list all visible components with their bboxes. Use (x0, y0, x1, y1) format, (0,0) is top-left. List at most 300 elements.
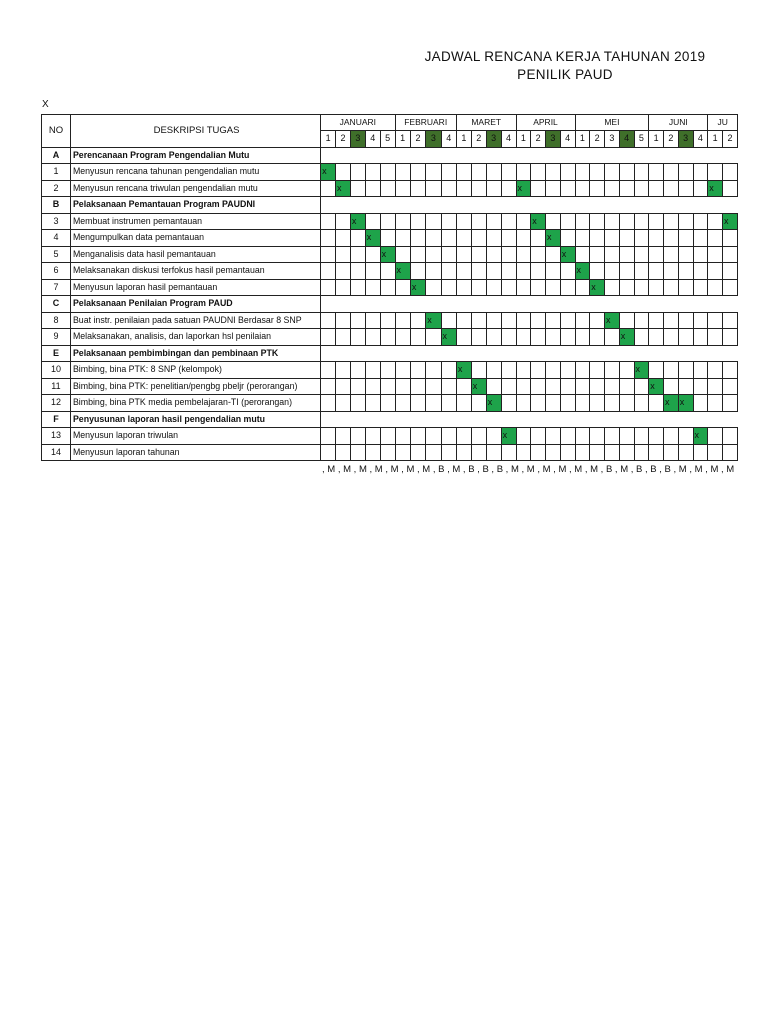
schedule-cell (546, 312, 561, 329)
corner-mark: X (42, 99, 49, 110)
schedule-cell (456, 263, 471, 280)
schedule-cell (619, 164, 634, 181)
schedule-cell (649, 329, 664, 346)
schedule-cell (471, 230, 486, 247)
schedule-cell (426, 395, 441, 412)
schedule-cell (619, 378, 634, 395)
schedule-cell (723, 428, 738, 445)
schedule-cell (365, 378, 380, 395)
row-description: Pelaksanaan Pemantauan Program PAUDNI (70, 197, 320, 214)
schedule-cell (693, 263, 708, 280)
week-number: 3 (350, 131, 365, 148)
schedule-cell (516, 263, 531, 280)
schedule-cell (441, 164, 456, 181)
schedule-cell (678, 230, 693, 247)
week-number: 2 (723, 131, 738, 148)
schedule-cell (501, 395, 516, 412)
row-description: Pelaksanaan Penilaian Program PAUD (70, 296, 320, 313)
section-row (42, 296, 738, 313)
week-number: 2 (336, 131, 351, 148)
schedule-mark: x (634, 362, 649, 379)
schedule-cell (350, 312, 365, 329)
row-description: Bimbing, bina PTK: 8 SNP (kelompok) (70, 362, 320, 379)
week-number: 1 (649, 131, 664, 148)
schedule-cell (456, 246, 471, 263)
schedule-cell (426, 263, 441, 280)
schedule-cell (395, 378, 410, 395)
schedule-cell (678, 180, 693, 197)
week-number: 1 (395, 131, 410, 148)
section-blank (321, 345, 738, 362)
task-row (42, 378, 738, 395)
schedule-cell (605, 428, 620, 445)
schedule-cell (395, 230, 410, 247)
schedule-cell (708, 444, 723, 461)
schedule-cell (350, 180, 365, 197)
week-number: 1 (321, 131, 336, 148)
schedule-cell (365, 180, 380, 197)
schedule-cell (560, 395, 575, 412)
schedule-cell (531, 312, 546, 329)
schedule-cell (560, 428, 575, 445)
week-number: 4 (365, 131, 380, 148)
schedule-cell (619, 246, 634, 263)
row-number: A (42, 147, 71, 164)
schedule-cell (410, 444, 425, 461)
schedule-cell (531, 329, 546, 346)
week-number: 1 (708, 131, 723, 148)
schedule-mark: x (560, 246, 575, 263)
schedule-cell (634, 164, 649, 181)
schedule-cell (664, 230, 679, 247)
schedule-cell (605, 180, 620, 197)
schedule-mark: x (501, 428, 516, 445)
schedule-cell (531, 444, 546, 461)
schedule-cell (693, 395, 708, 412)
task-row (42, 428, 738, 445)
schedule-cell (575, 246, 590, 263)
task-row (42, 362, 738, 379)
row-number: 2 (42, 180, 71, 197)
schedule-cell (336, 362, 351, 379)
schedule-mark: x (693, 428, 708, 445)
schedule-cell (560, 164, 575, 181)
schedule-cell (380, 213, 395, 230)
schedule-cell (634, 230, 649, 247)
schedule-cell (546, 263, 561, 280)
schedule-cell (590, 230, 605, 247)
schedule-cell (516, 329, 531, 346)
section-row (42, 147, 738, 164)
schedule-cell (426, 230, 441, 247)
schedule-cell (560, 362, 575, 379)
schedule-cell (531, 378, 546, 395)
schedule-cell (441, 362, 456, 379)
schedule-mark: x (664, 395, 679, 412)
schedule-cell (516, 312, 531, 329)
schedule-cell (546, 329, 561, 346)
schedule-cell (410, 180, 425, 197)
schedule-cell (456, 428, 471, 445)
schedule-cell (456, 378, 471, 395)
row-number: E (42, 345, 71, 362)
schedule-cell (365, 444, 380, 461)
schedule-cell (380, 395, 395, 412)
row-description: Buat instr. penilaian pada satuan PAUDNI Berdasar 8 SNP (70, 312, 320, 329)
schedule-cell (426, 279, 441, 296)
schedule-cell (723, 362, 738, 379)
schedule-cell (634, 428, 649, 445)
schedule-cell (456, 213, 471, 230)
schedule-cell (516, 444, 531, 461)
section-blank (321, 411, 738, 428)
schedule-cell (321, 312, 336, 329)
task-row (42, 395, 738, 412)
schedule-cell (471, 428, 486, 445)
schedule-cell (575, 378, 590, 395)
schedule-cell (531, 263, 546, 280)
schedule-cell (321, 428, 336, 445)
schedule-cell (395, 164, 410, 181)
schedule-cell (350, 230, 365, 247)
schedule-cell (410, 164, 425, 181)
week-number: 5 (380, 131, 395, 148)
schedule-cell (365, 213, 380, 230)
week-number: 2 (410, 131, 425, 148)
schedule-cell (501, 213, 516, 230)
schedule-cell (350, 329, 365, 346)
schedule-cell (321, 180, 336, 197)
schedule-cell (560, 263, 575, 280)
schedule-mark: x (410, 279, 425, 296)
schedule-cell (708, 279, 723, 296)
schedule-cell (590, 378, 605, 395)
schedule-cell (634, 213, 649, 230)
schedule-cell (649, 213, 664, 230)
schedule-cell (441, 230, 456, 247)
schedule-cell (664, 279, 679, 296)
schedule-cell (649, 362, 664, 379)
schedule-cell (426, 246, 441, 263)
schedule-cell (365, 164, 380, 181)
schedule-mark: x (590, 279, 605, 296)
schedule-cell (678, 362, 693, 379)
schedule-mark: x (471, 378, 486, 395)
schedule-cell (365, 329, 380, 346)
schedule-cell (486, 180, 501, 197)
schedule-cell (619, 312, 634, 329)
schedule-cell (336, 263, 351, 280)
schedule-cell (395, 444, 410, 461)
schedule-cell (426, 362, 441, 379)
schedule-cell (693, 246, 708, 263)
schedule-cell (678, 279, 693, 296)
schedule-cell (395, 329, 410, 346)
schedule-cell (634, 263, 649, 280)
header-no: NO (42, 115, 71, 148)
schedule-cell (723, 180, 738, 197)
week-number: 4 (441, 131, 456, 148)
schedule-cell (634, 279, 649, 296)
schedule-cell (678, 428, 693, 445)
schedule-cell (456, 444, 471, 461)
header-months-row (42, 115, 738, 131)
schedule-cell (664, 213, 679, 230)
schedule-cell (723, 378, 738, 395)
page-subtitle: PENILIK PAUD (517, 67, 613, 82)
schedule-cell (426, 180, 441, 197)
schedule-cell (380, 329, 395, 346)
schedule-cell (546, 362, 561, 379)
schedule-cell (546, 428, 561, 445)
schedule-cell (410, 329, 425, 346)
schedule-cell (575, 444, 590, 461)
schedule-cell (486, 312, 501, 329)
schedule-cell (471, 213, 486, 230)
schedule-cell (605, 279, 620, 296)
schedule-cell (619, 362, 634, 379)
schedule-cell (605, 164, 620, 181)
schedule-cell (486, 263, 501, 280)
row-description: Membuat instrumen pemantauan (70, 213, 320, 230)
schedule-cell (531, 164, 546, 181)
schedule-cell (693, 312, 708, 329)
schedule-cell (321, 362, 336, 379)
schedule-cell (456, 230, 471, 247)
schedule-cell (516, 246, 531, 263)
week-number: 3 (486, 131, 501, 148)
schedule-cell (723, 230, 738, 247)
row-number: 4 (42, 230, 71, 247)
schedule-cell (693, 362, 708, 379)
row-description: Pelaksanaan pembimbingan dan pembinaan PTK (70, 345, 320, 362)
schedule-cell (678, 164, 693, 181)
schedule-cell (531, 230, 546, 247)
row-description: Menyusun laporan tahunan (70, 444, 320, 461)
schedule-cell (501, 180, 516, 197)
schedule-cell (380, 362, 395, 379)
schedule-mark: x (336, 180, 351, 197)
schedule-cell (605, 230, 620, 247)
schedule-cell (590, 213, 605, 230)
row-description: Menyusun rencana triwulan pengendalian mutu (70, 180, 320, 197)
schedule-cell (575, 213, 590, 230)
schedule-cell (590, 395, 605, 412)
schedule-cell (708, 378, 723, 395)
week-number: 2 (531, 131, 546, 148)
month-header: JUNI (649, 115, 708, 131)
schedule-cell (649, 279, 664, 296)
schedule-cell (723, 329, 738, 346)
schedule-cell (708, 213, 723, 230)
schedule-cell (456, 180, 471, 197)
schedule-cell (664, 263, 679, 280)
task-row (42, 263, 738, 280)
schedule-cell (649, 246, 664, 263)
schedule-cell (708, 395, 723, 412)
schedule-cell (410, 230, 425, 247)
schedule-mark: x (380, 246, 395, 263)
schedule-cell (546, 213, 561, 230)
schedule-cell (321, 279, 336, 296)
schedule-cell (395, 279, 410, 296)
section-row (42, 197, 738, 214)
schedule-cell (590, 329, 605, 346)
month-header: MEI (575, 115, 649, 131)
schedule-mark: x (441, 329, 456, 346)
schedule-cell (380, 263, 395, 280)
schedule-mark: x (516, 180, 531, 197)
schedule-cell (321, 395, 336, 412)
month-header: MARET (456, 115, 516, 131)
schedule-cell (575, 180, 590, 197)
schedule-cell (708, 263, 723, 280)
schedule-cell (678, 378, 693, 395)
schedule-cell (336, 378, 351, 395)
week-number: 3 (546, 131, 561, 148)
schedule-cell (441, 312, 456, 329)
schedule-cell (531, 279, 546, 296)
task-row (42, 329, 738, 346)
schedule-cell (380, 428, 395, 445)
schedule-cell (516, 362, 531, 379)
schedule-cell (471, 246, 486, 263)
month-header: JU (708, 115, 738, 131)
schedule-cell (664, 444, 679, 461)
schedule-cell (410, 395, 425, 412)
schedule-cell (395, 428, 410, 445)
schedule-cell (471, 329, 486, 346)
schedule-mark: x (365, 230, 380, 247)
schedule-cell (723, 263, 738, 280)
row-description: Bimbing, bina PTK media pembelajaran-TI (perorangan) (70, 395, 320, 412)
row-number: 5 (42, 246, 71, 263)
schedule-mark: x (321, 164, 336, 181)
row-number: 7 (42, 279, 71, 296)
schedule-cell (575, 395, 590, 412)
row-number: 14 (42, 444, 71, 461)
schedule-mark: x (723, 213, 738, 230)
schedule-cell (516, 378, 531, 395)
row-number: F (42, 411, 71, 428)
schedule-mark: x (456, 362, 471, 379)
row-number: 3 (42, 213, 71, 230)
schedule-cell (560, 329, 575, 346)
schedule-cell (531, 362, 546, 379)
schedule-cell (471, 444, 486, 461)
row-description: Menganalisis data hasil pemantauan (70, 246, 320, 263)
schedule-cell (575, 230, 590, 247)
row-description: Melaksanakan, analisis, dan laporkan hsl penilaian (70, 329, 320, 346)
schedule-cell (350, 395, 365, 412)
row-description: Menyusun laporan triwulan (70, 428, 320, 445)
schedule-cell (395, 246, 410, 263)
row-number: 10 (42, 362, 71, 379)
schedule-cell (441, 428, 456, 445)
schedule-cell (619, 213, 634, 230)
schedule-cell (426, 329, 441, 346)
schedule-cell (426, 378, 441, 395)
schedule-cell (501, 378, 516, 395)
schedule-cell (575, 164, 590, 181)
schedule-cell (395, 180, 410, 197)
schedule-cell (456, 329, 471, 346)
schedule-cell (365, 279, 380, 296)
schedule-cell (471, 180, 486, 197)
schedule-cell (486, 362, 501, 379)
schedule-cell (634, 378, 649, 395)
schedule-cell (678, 312, 693, 329)
row-number: 9 (42, 329, 71, 346)
schedule-cell (395, 213, 410, 230)
schedule-cell (546, 164, 561, 181)
schedule-cell (410, 246, 425, 263)
schedule-mark: x (605, 312, 620, 329)
schedule-mark: x (426, 312, 441, 329)
schedule-cell (365, 362, 380, 379)
schedule-cell (649, 230, 664, 247)
week-number: 2 (664, 131, 679, 148)
schedule-cell (708, 164, 723, 181)
schedule-cell (350, 263, 365, 280)
schedule-cell (708, 428, 723, 445)
schedule-cell (456, 395, 471, 412)
task-row (42, 213, 738, 230)
schedule-cell (380, 164, 395, 181)
schedule-cell (664, 378, 679, 395)
schedule-cell (486, 444, 501, 461)
schedule-cell (693, 279, 708, 296)
week-number: 5 (634, 131, 649, 148)
month-header: FEBRUARI (395, 115, 456, 131)
schedule-cell (516, 230, 531, 247)
row-description: Bimbing, bina PTK: penelitian/pengbg pbeljr (perorangan) (70, 378, 320, 395)
schedule-cell (456, 312, 471, 329)
schedule-cell (410, 263, 425, 280)
schedule-cell (693, 329, 708, 346)
week-number: 4 (619, 131, 634, 148)
schedule-cell (456, 164, 471, 181)
schedule-cell (560, 213, 575, 230)
row-number: 13 (42, 428, 71, 445)
schedule-cell (336, 279, 351, 296)
task-row (42, 164, 738, 181)
schedule-cell (664, 428, 679, 445)
schedule-cell (321, 378, 336, 395)
task-row (42, 444, 738, 461)
schedule-cell (350, 279, 365, 296)
schedule-cell (350, 362, 365, 379)
schedule-cell (605, 378, 620, 395)
schedule-cell (486, 213, 501, 230)
schedule-cell (426, 428, 441, 445)
schedule-cell (575, 279, 590, 296)
schedule-cell (486, 279, 501, 296)
schedule-cell (350, 164, 365, 181)
schedule-table (41, 114, 738, 461)
schedule-cell (634, 312, 649, 329)
section-row (42, 345, 738, 362)
task-row (42, 180, 738, 197)
section-row (42, 411, 738, 428)
schedule-cell (546, 246, 561, 263)
schedule-cell (350, 378, 365, 395)
schedule-cell (321, 230, 336, 247)
schedule-cell (708, 230, 723, 247)
schedule-cell (693, 180, 708, 197)
schedule-mark: x (619, 329, 634, 346)
schedule-cell (649, 312, 664, 329)
